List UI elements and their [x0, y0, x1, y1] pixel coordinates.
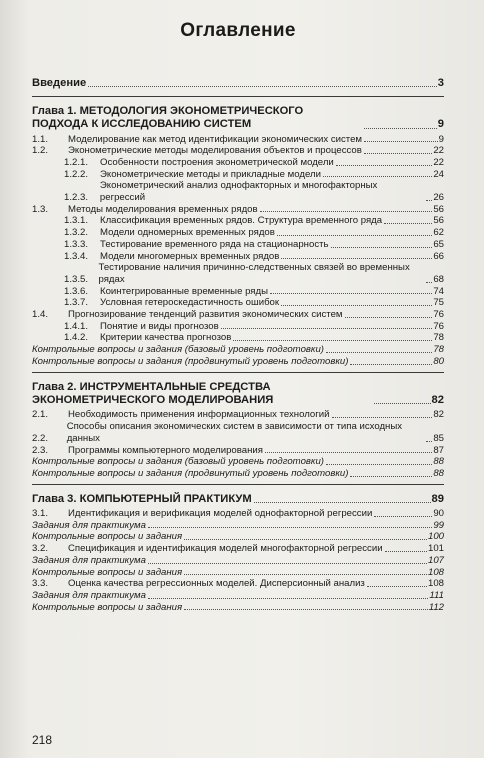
leader-dots: [184, 609, 428, 610]
toc-entry-intro: [32, 78, 444, 90]
toc-entry-text: Необходимость применения информационных технологий: [68, 409, 330, 421]
toc-entry: [32, 445, 444, 457]
toc-entry-page: 76: [433, 320, 444, 332]
chapter-3-entries: [32, 508, 444, 613]
toc-entry-number: 2.3.: [32, 444, 49, 456]
toc-entry-text: Оценка качества регрессионных моделей. Дисперсионный анализ: [68, 578, 365, 590]
toc-entry-number: 1.1.: [32, 133, 49, 145]
leader-dots: [281, 258, 432, 259]
toc-entry: [32, 286, 444, 298]
toc-entry-page: 99: [433, 519, 444, 531]
toc-chapter-3: [32, 493, 444, 506]
leader-dots: [345, 317, 433, 318]
toc-entry-page: 22: [433, 156, 444, 168]
leader-dots: [277, 235, 432, 236]
toc-entry-text: Контрольные вопросы и задания (продвинутый уровень подготовки): [32, 467, 349, 479]
toc-entry-text: Особенности построения эконометрической модели: [100, 156, 334, 168]
chapter-title: Глава 1. МЕТОДОЛОГИЯ ЭКОНОМЕТРИЧЕСКОГО ПОДХОДА К ИССЛЕДОВАНИЮ СИСТЕМ: [32, 104, 304, 131]
toc-entry-page: 75: [433, 297, 444, 309]
leader-dots: [384, 223, 432, 224]
toc-entry-text: Эконометрические методы моделирования объектов и процессов: [68, 145, 362, 157]
toc-entry-page: 76: [433, 309, 444, 321]
leader-dots: [148, 563, 427, 564]
toc-entry: [32, 409, 444, 421]
leader-dots: [281, 305, 432, 306]
toc-entry: [32, 251, 444, 263]
toc-entry-number: 1.3.6.: [64, 285, 89, 297]
divider: [32, 96, 444, 97]
toc-entry-page: 56: [433, 215, 444, 227]
toc-entry-number: 2.1.: [32, 409, 49, 421]
toc-entry-page: 108: [427, 566, 444, 578]
leader-dots: [221, 328, 433, 329]
toc-entry: [32, 344, 444, 356]
toc-entry: [32, 169, 444, 181]
toc-entry: [32, 215, 444, 227]
leader-dots: [260, 211, 433, 212]
toc-entry: [32, 321, 444, 333]
leader-dots: [326, 464, 432, 465]
leader-dots: [364, 153, 433, 154]
toc-entry-number: 1.3.2.: [64, 227, 89, 239]
leader-dots: [331, 247, 433, 248]
toc-entry-page: 107: [427, 554, 444, 566]
toc-entry-page: 112: [428, 601, 444, 613]
toc-entry-text: Программы компьютерного моделирования: [68, 444, 263, 456]
leader-dots: [374, 516, 432, 517]
toc-entry-number: 3.2.: [32, 543, 49, 555]
toc-entry: [32, 508, 444, 520]
leader-dots: [350, 364, 432, 365]
toc-entry: [32, 531, 444, 543]
toc-entry-page: 78: [433, 332, 444, 344]
toc-entry: [32, 602, 444, 614]
toc-entry-number: 1.3.4.: [64, 250, 89, 262]
toc-entry-text: Идентификация и верификация моделей однофакторной регрессии: [68, 508, 373, 520]
toc-entry-text: Контрольные вопросы и задания (продвинутый уровень подготовки): [32, 355, 349, 367]
toc-entry-page: 90: [433, 508, 444, 520]
toc-entry-number: 1.4.: [32, 309, 49, 321]
toc-entry-page: 85: [433, 432, 444, 444]
divider: [32, 484, 444, 485]
toc-entry-page: 101: [427, 543, 444, 555]
toc-entry-page: 80: [433, 355, 444, 367]
toc-entry: [32, 468, 444, 480]
toc-entry: [32, 262, 444, 285]
toc-entry-number: 1.3.5.: [64, 273, 89, 285]
toc-entry-text: Задания для практикума: [32, 519, 146, 531]
leader-dots: [184, 539, 427, 540]
leader-dots: [350, 476, 432, 477]
chapter-2-entries: [32, 409, 444, 479]
toc-entry-number: 1.4.2.: [64, 332, 89, 344]
toc-entry-text: Контрольные вопросы и задания: [32, 601, 183, 613]
leader-dots: [367, 586, 427, 587]
toc-entry-page: 62: [433, 227, 444, 239]
toc-entry-number: 3.3.: [32, 578, 49, 590]
toc-entry-number: 1.3.7.: [64, 297, 89, 309]
toc-entry: [32, 590, 444, 602]
leader-dots: [385, 551, 427, 552]
toc-entry-text: Тестирование временного ряда на стационарность: [100, 238, 329, 250]
toc-entry-page: 100: [427, 531, 444, 543]
leader-dots: [148, 527, 432, 528]
toc-entry-text: Задания для практикума: [32, 554, 146, 566]
leader-dots: [426, 282, 432, 283]
toc-entry: [32, 555, 444, 567]
toc-entry-text: Способы описания экономических систем в зависимости от типа исходных данных: [66, 421, 403, 444]
toc-entry-text: Прогнозирование тенденций развития экономических систем: [68, 309, 343, 321]
toc-entry: [32, 567, 444, 579]
toc-entry-page: 3: [437, 77, 444, 89]
toc-entry-page: 108: [427, 578, 444, 590]
toc-entry-text: Понятие и виды прогнозов: [100, 320, 219, 332]
toc-entry-text: Методы моделирования временных рядов: [68, 203, 258, 215]
toc-entry-number: 1.3.1.: [64, 215, 89, 227]
toc-entry-number: 1.2.2.: [64, 168, 89, 180]
leader-dots: [332, 417, 433, 418]
toc-entry-text: Спецификация и идентификация моделей многофакторной регрессии: [68, 543, 383, 555]
leader-dots: [374, 403, 431, 404]
toc-entry: [32, 204, 444, 216]
chapter-title: Глава 2. ИНСТРУМЕНТАЛЬНЫЕ СРЕДСТВА ЭКОНОМЕТРИЧЕСКОГО МОДЕЛИРОВАНИЯ: [32, 380, 274, 406]
toc-entry-text: Классификация временных рядов. Структура временного ряда: [100, 215, 383, 227]
toc-entry-page: 88: [433, 456, 444, 468]
toc-entry-page: 111: [429, 589, 444, 601]
toc-entry-text: Тестирование наличия причинно-следственных связей во временных рядах: [98, 262, 410, 285]
toc-entry: [32, 145, 444, 157]
toc-entry: [32, 421, 444, 444]
toc-entry-number: 1.2.1.: [64, 156, 89, 168]
leader-dots: [336, 165, 433, 166]
toc-entry-page: 88: [433, 467, 444, 479]
toc-entry: [32, 309, 444, 321]
chapter-page: 9: [437, 118, 444, 131]
toc-entry-page: 56: [433, 203, 444, 215]
toc-entry-page: 24: [433, 168, 444, 180]
leader-dots: [426, 441, 432, 442]
toc-entry-number: 1.3.: [32, 203, 49, 215]
leader-dots: [426, 200, 432, 201]
chapter-title: Глава 3. КОМПЬЮТЕРНЫЙ ПРАКТИКУМ: [32, 492, 252, 505]
toc-entry: [32, 332, 444, 344]
leader-dots: [184, 574, 427, 575]
toc-entry-text: Контрольные вопросы и задания: [32, 531, 183, 543]
toc-entry-page: 26: [433, 192, 444, 204]
chapter-page: 89: [431, 492, 444, 505]
toc-entry-page: 74: [433, 285, 444, 297]
toc-entry-text: Условная гетероскедастичность ошибок: [100, 297, 280, 309]
page-title: Оглавление: [180, 20, 296, 41]
toc-entry: [32, 239, 444, 251]
page-number: 218: [32, 733, 53, 747]
toc-entry-number: 1.2.3.: [64, 192, 89, 204]
toc-entry: [32, 134, 444, 146]
toc-entry-text: Введение: [32, 77, 87, 89]
divider: [32, 372, 444, 373]
toc-entry-number: 1.4.1.: [64, 320, 89, 332]
chapter-page: 82: [431, 393, 444, 406]
toc-entry-text: Коинтегрированные временные ряды: [100, 285, 268, 297]
leader-dots: [326, 352, 432, 353]
toc-entry-page: 66: [433, 250, 444, 262]
toc-entry-text: Модели многомерных временных рядов: [100, 250, 280, 262]
leader-dots: [364, 141, 438, 142]
leader-dots: [148, 598, 428, 599]
toc-entry-text: Контрольные вопросы и задания: [32, 566, 183, 578]
toc-entry: [32, 456, 444, 468]
toc-entry: [32, 227, 444, 239]
toc-entry: [32, 578, 444, 590]
toc-entry: [32, 297, 444, 309]
toc-entry: [32, 157, 444, 169]
toc-entry-page: 22: [433, 145, 444, 157]
leader-dots: [233, 340, 432, 341]
toc-entry-page: 9: [438, 133, 444, 145]
toc-entry-page: 87: [433, 444, 444, 456]
toc-entry-text: Эконометрический анализ однофакторных и многофакторных регрессий: [99, 180, 378, 204]
toc-entry-number: 1.3.3.: [64, 238, 89, 250]
toc-entry-number: 3.1.: [32, 508, 49, 520]
toc-entry: [32, 520, 444, 532]
toc-entry-page: 78: [433, 344, 444, 356]
leader-dots: [265, 452, 432, 453]
leader-dots: [364, 128, 437, 129]
leader-dots: [270, 293, 432, 294]
toc-entry: [32, 356, 444, 368]
toc-entry-number: 1.2.: [32, 145, 49, 157]
chapter-1-entries: [32, 134, 444, 368]
toc-entry-text: Контрольные вопросы и задания (базовый уровень подготовки): [32, 344, 324, 356]
toc-entry-text: Эконометрические методы и прикладные модели: [100, 168, 321, 180]
toc-entry-text: Контрольные вопросы и задания (базовый уровень подготовки): [32, 456, 324, 468]
toc-entry-page: 68: [433, 273, 444, 285]
toc-entry-page: 65: [433, 238, 444, 250]
toc-entry: [32, 180, 444, 203]
toc-entry-text: Модели одномерных временных рядов: [100, 227, 275, 239]
toc-entry-number: 2.2.: [32, 432, 49, 444]
toc-chapter-2: [32, 381, 444, 408]
toc-entry-text: Критерии качества прогнозов: [100, 332, 232, 344]
toc-entry-page: 82: [433, 409, 444, 421]
leader-dots: [254, 502, 431, 503]
toc-entry: [32, 543, 444, 555]
leader-dots: [323, 176, 432, 177]
leader-dots: [88, 86, 437, 87]
toc-chapter-1: [32, 105, 444, 132]
toc-entry-text: Задания для практикума: [32, 589, 146, 601]
toc-entry-text: Моделирование как метод идентификации экономических систем: [68, 133, 363, 145]
